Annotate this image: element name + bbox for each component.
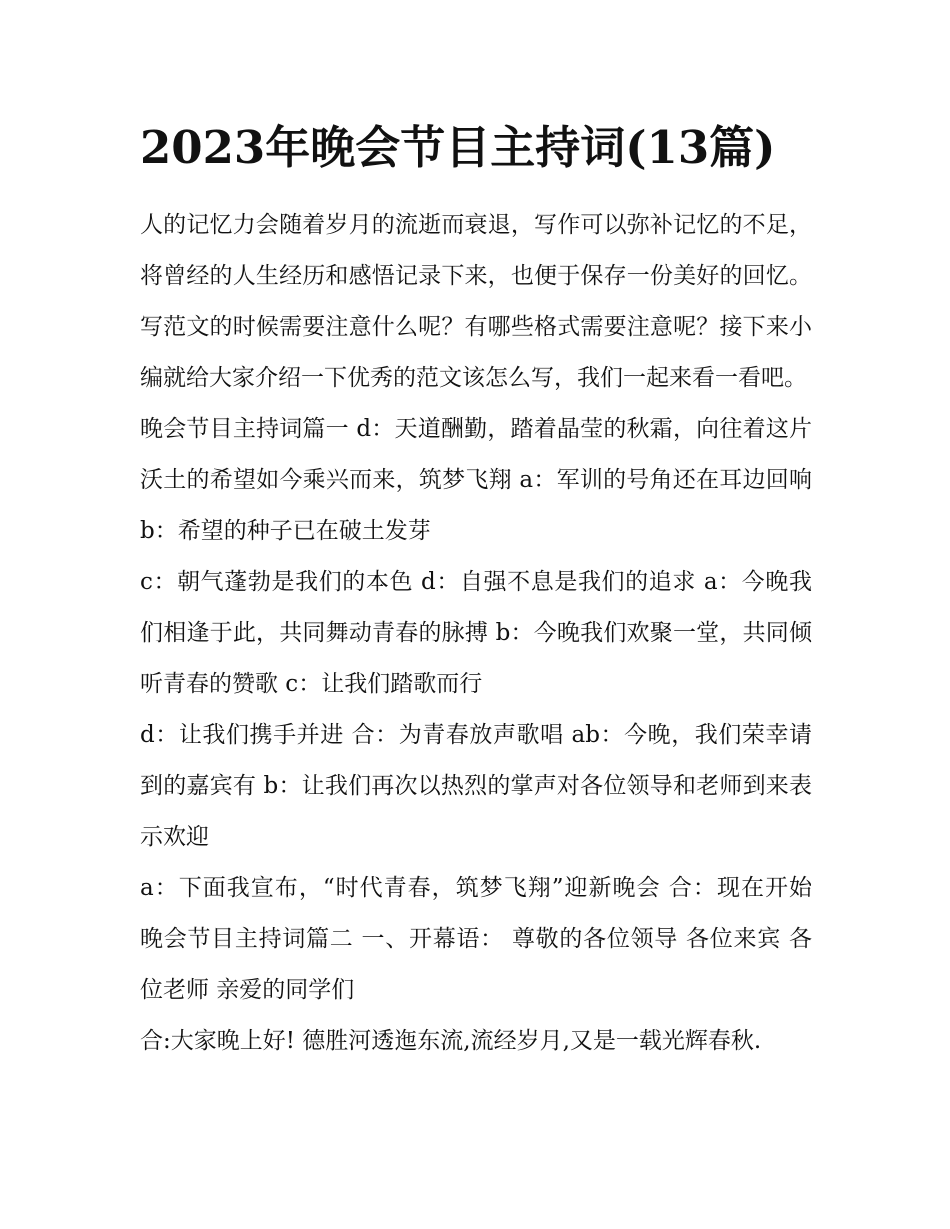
document-body (140, 200, 812, 1067)
body-paragraph: 合:大家晚上好! 德胜河透迤东流,流经岁月,又是一载光辉春秋. (140, 1028, 762, 1054)
intro-paragraph: 人的记忆力会随着岁月的流逝而衰退，写作可以弥补记忆的不足，将曾经的人生经历和感悟记录下来，也便于保存一份美好的回忆。写范文的时候需要注意什么呢？有哪些格式需要注意呢？接下来小编就给大家介绍一下优秀的范文该怎么写，我们一起来看一看吧。 (140, 212, 812, 391)
body-paragraph: a：下面我宣布，“时代青春，筑梦飞翔”迎新晚会 合：现在开始 晚会节目主持词篇二 一、开幕语： 尊敬的各位领导 各位来宾 各位老师 亲爱的同学们 (140, 875, 812, 1003)
body-paragraph: 晚会节目主持词篇一 d：天道酬勤，踏着晶莹的秋霜，向往着这片沃土的希望如今乘兴而来，筑梦飞翔 a：军训的号角还在耳边回响 b：希望的种子已在破土发芽 (140, 416, 812, 544)
document-title: 2023年晚会节目主持词(13篇) (140, 121, 776, 174)
body-paragraph: c：朝气蓬勃是我们的本色 d：自强不息是我们的追求 a：今晚我们相逢于此，共同舞动青春的脉搏 b：今晚我们欢聚一堂，共同倾听青春的赞歌 c：让我们踏歌而行 (140, 569, 812, 697)
body-paragraph: d：让我们携手并进 合：为青春放声歌唱 ab：今晚，我们荣幸请到的嘉宾有 b：让我们再次以热烈的掌声对各位领导和老师到来表示欢迎 (140, 722, 812, 850)
